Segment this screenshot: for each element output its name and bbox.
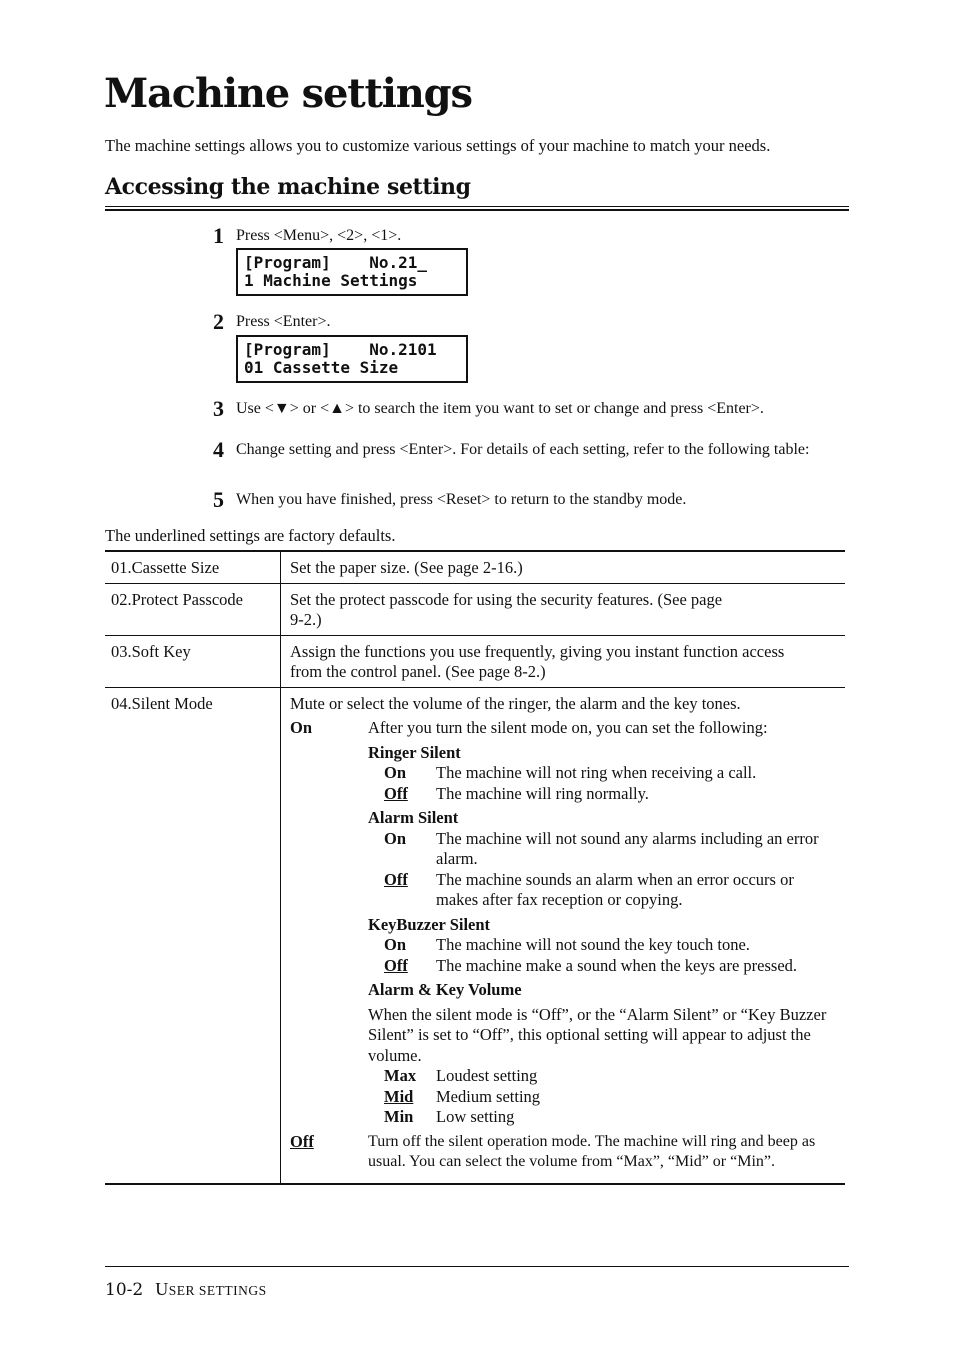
- keybuzzer-silent-heading: KeyBuzzer Silent: [368, 914, 491, 934]
- step-text: When you have finished, press <Reset> to return to the standby mode.: [236, 491, 687, 508]
- step-number: 4: [213, 437, 224, 462]
- lcd-line: 1 Machine Settings: [244, 271, 418, 290]
- suboption-key: Min: [384, 1107, 414, 1126]
- page-footer: [105, 1277, 267, 1303]
- suboption-key: On: [384, 763, 407, 782]
- lcd-line: [Program] No.2101: [244, 340, 437, 359]
- suboption-text: The machine make a sound when the keys are pressed.: [436, 955, 798, 975]
- section-heading: Accessing the machine setting: [105, 174, 471, 200]
- suboption: [368, 1066, 839, 1087]
- suboption-key-default: Off: [384, 869, 408, 889]
- setting-name: 04.Silent Mode: [105, 687, 281, 1184]
- setting-description: Assign the functions you use frequently, giving you instant function access from the control panel. (See page 8-2.): [290, 641, 785, 681]
- suboption-text: The machine will ring normally.: [436, 783, 649, 803]
- setting-name: 01.Cassette Size: [105, 551, 281, 583]
- settings-table: [105, 550, 845, 1185]
- setting-name: 03.Soft Key: [105, 635, 281, 687]
- suboption-key: Max: [384, 1066, 417, 1085]
- silent-mode-summary: Mute or select the volume of the ringer, the alarm and the key tones.: [290, 693, 741, 713]
- footer-section: [155, 1279, 266, 1299]
- step-number: 3: [213, 396, 224, 421]
- setting-description: Set the protect passcode for using the security features. (See page 9-2.): [290, 589, 723, 629]
- setting-name: 02.Protect Passcode: [105, 583, 281, 635]
- suboption: [368, 1107, 839, 1128]
- volume-text: When the silent mode is “Off”, or the “Alarm Silent” or “Key Buzzer Silent” is set to “Off”, this optional setting will appear to adjust the volume.: [368, 1004, 827, 1065]
- suboption: [368, 935, 839, 956]
- suboption-key-default: Off: [384, 955, 408, 975]
- lcd-display: [236, 248, 468, 296]
- step-text: Change setting and press <Enter>. For details of each setting, refer to the following table:: [236, 441, 810, 458]
- suboption-key: On: [384, 935, 407, 954]
- lcd-line: 01 Cassette Size: [244, 358, 399, 377]
- suboption: [368, 784, 839, 805]
- alarm-silent-heading: Alarm Silent: [368, 808, 459, 827]
- step-text: Press <Menu>, <2>, <1>.: [236, 227, 402, 244]
- heading-rule: [105, 206, 849, 207]
- suboption-text: Loudest setting: [436, 1066, 538, 1085]
- suboption: [368, 956, 839, 977]
- suboption-key-default: Mid: [384, 1086, 414, 1106]
- suboption-text: The machine sounds an alarm when an error occurs or makes after fax reception or copying.: [436, 869, 794, 909]
- option-key: On: [290, 718, 313, 737]
- footer-section-rest: SER SETTINGS: [168, 1283, 267, 1298]
- setting-description: Set the paper size. (See page 2-16.): [290, 558, 523, 577]
- lcd-line: [Program] No.21_: [244, 253, 428, 272]
- step-text: Press <Enter>.: [236, 313, 331, 330]
- volume-heading: Alarm & Key Volume: [368, 980, 522, 999]
- suboption: [368, 870, 839, 911]
- option-text: After you turn the silent mode on, you can set the following:: [368, 718, 768, 737]
- table-row: [105, 635, 845, 687]
- heading-rule-thick: [105, 209, 849, 211]
- suboption-text: The machine will not sound the key touch tone.: [436, 935, 750, 954]
- suboption-text: Medium setting: [436, 1086, 541, 1106]
- setting-description: [281, 687, 846, 1184]
- defaults-note: The underlined settings are factory defaults.: [105, 526, 396, 545]
- table-row: [105, 583, 845, 635]
- intro-text: The machine settings allows you to customize various settings of your machine to match your needs.: [105, 136, 771, 155]
- page-title: Machine settings: [104, 70, 472, 117]
- option-on: [290, 718, 839, 1132]
- option-off: [290, 1132, 839, 1173]
- option-key-default: Off: [290, 1131, 314, 1151]
- suboption: [368, 1087, 839, 1108]
- suboption: [368, 829, 839, 870]
- ringer-silent-heading: Ringer Silent: [368, 742, 461, 762]
- table-row: [105, 687, 845, 1184]
- table-row: [105, 551, 845, 583]
- step-number: 2: [213, 309, 224, 334]
- suboption-text: The machine will not sound any alarms including an error alarm.: [436, 828, 819, 868]
- page-number: 10-2: [105, 1280, 144, 1300]
- suboption: [368, 763, 839, 784]
- step-number: 1: [213, 223, 224, 248]
- suboption-key-default: Off: [384, 783, 408, 803]
- suboption-text: Low setting: [436, 1107, 515, 1126]
- suboption-text: The machine will not ring when receiving a call.: [436, 763, 757, 782]
- footer-section-initial: U: [155, 1279, 169, 1299]
- step-number: 5: [213, 487, 224, 512]
- option-body: [368, 718, 839, 1132]
- step-text: Use <▼> or <▲> to search the item you want to set or change and press <Enter>.: [236, 400, 764, 417]
- footer-rule: [105, 1266, 849, 1267]
- lcd-display: [236, 335, 468, 383]
- option-text: Turn off the silent operation mode. The machine will ring and beep as usual. You can select the volume from “Max”, “Mid” or “Min”.: [368, 1132, 816, 1170]
- suboption-key: On: [384, 828, 407, 848]
